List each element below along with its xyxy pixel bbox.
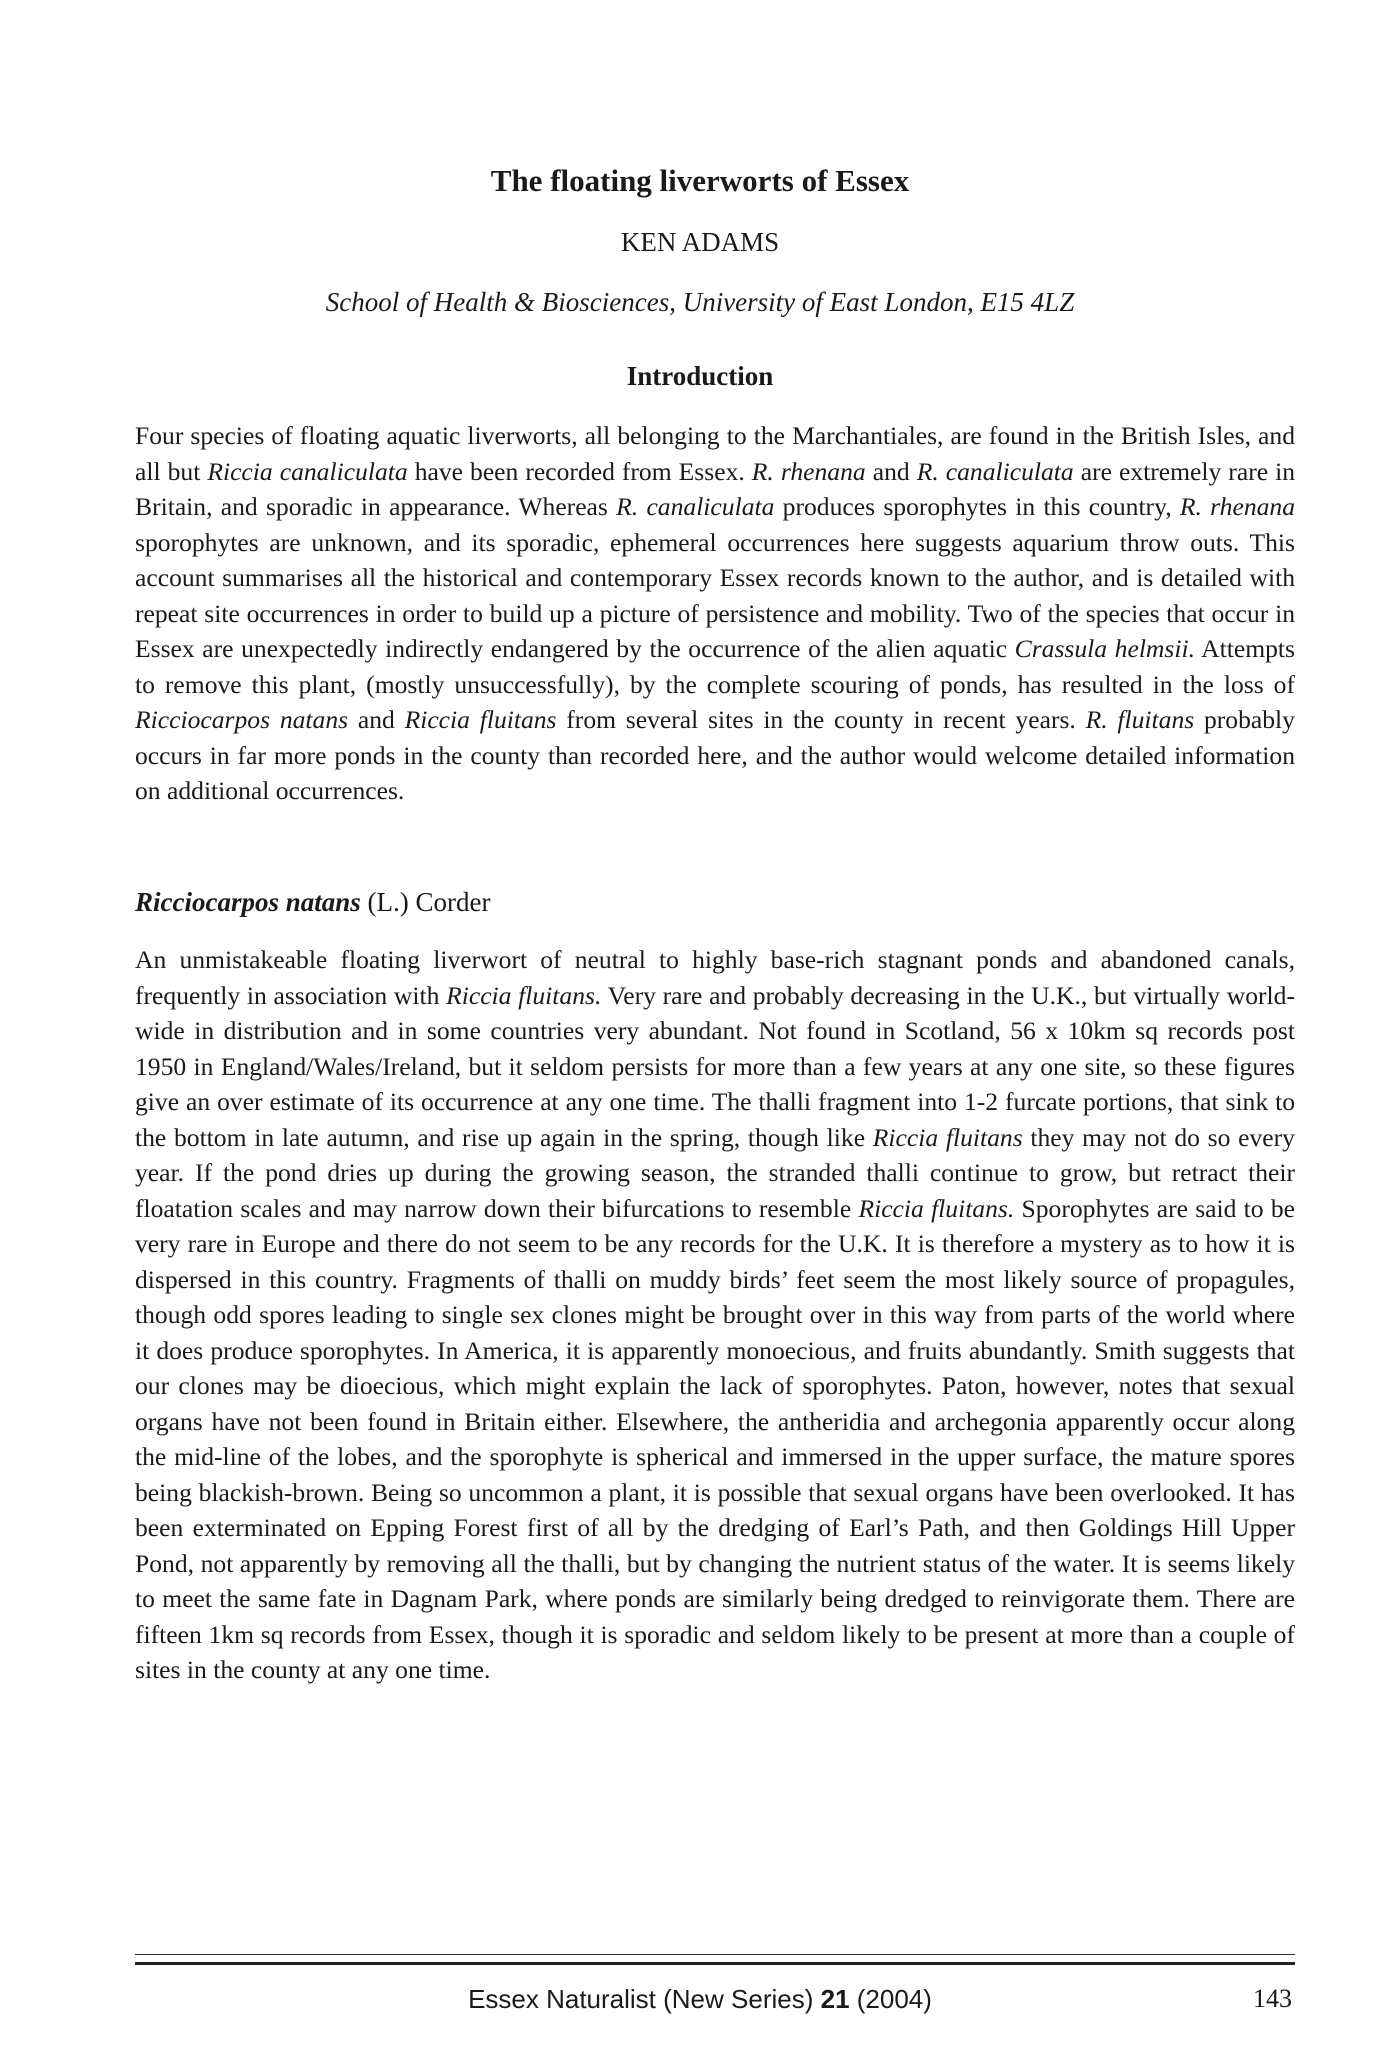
journal-year: (2004) [849,1984,932,2014]
text-run: they may not do so every year. If the pond dries up during the growing season, the stranded thalli continue to grow, but retract their floatation scales and may narrow down their bifurcations to resemble [135,1122,1295,1223]
species-name-italic: R. canaliculata [916,456,1074,486]
footer-rule-thin [135,1954,1295,1955]
text-run: sporophytes are unknown, and its sporadic, ephemeral occurrences here suggests aquarium throw outs. This account summarises all the historical and contemporary Essex records known to the author, and is detailed with repeat site occurrences in order to build up a picture of persistence and mobility. Two of the species that occur in Essex are unexpectedly indirectly endangered by the occurrence of the alien aquatic [135,527,1295,663]
species-name-italic: Ricciocarpos natans [135,705,349,734]
text-run: and [865,456,917,486]
text-run: probably occurs in far more ponds in the county than recorded here, and the author would welcome detailed information on additional occurrences. [135,705,1295,805]
journal-citation [0,1984,1400,2015]
species-paragraph [135,942,1295,1688]
species-name-italic: R. canaliculata [616,492,775,521]
section-heading-introduction: Introduction [626,361,774,391]
text-run: have been recorded from Essex. [407,456,752,486]
species-name-italic: Riccia canaliculata [207,456,408,486]
author-name: KEN ADAMS [620,227,780,257]
text-run: are extremely rare in Britain, and sporadic in appearance. Whereas [135,456,1295,521]
species-name-italic: Crassula helmsii. [1014,634,1195,663]
species-name-italic: Riccia fluitans. [858,1193,1015,1223]
text-run: Attempts to remove this plant, (mostly unsuccessfully), by the complete scouring of ponds, has resulted in the loss of [135,634,1296,699]
species-name-italic: R. fluitans [1085,705,1195,734]
species-name-italic: Riccia fluitans [404,705,557,734]
text-run: Very rare and probably decreasing in the U.K., but virtually world-wide in distribution and in some countries very abundant. Not found in Scotland, 56 x 10km sq records post 1950 in England/Wales/Ireland, but it seldom persists for more than a few years at any one site, so these figures give an over estimate of its occurrence at any one time. The thalli fragment into 1-2 furcate portions, that sink to the bottom in late autumn, and rise up again in the spring, though like [135,980,1295,1152]
text-run: Four species of floating aquatic liverworts, all belonging to the Marchantiales, are found in the British Isles, and all but [135,421,1295,486]
author-affiliation: School of Health & Biosciences, University of East London, E15 4LZ [325,287,1075,317]
species-name-italic: R. rhenana [751,456,866,486]
introduction-paragraph [135,418,1295,809]
footer-rule-thick [135,1962,1295,1965]
journal-volume: 21 [820,1984,850,2014]
species-heading-authority: (L.) Corder [360,887,491,917]
text-run: and [348,705,405,734]
text-run: from several sites in the county in recent years. [556,705,1086,734]
journal-name: Essex Naturalist (New Series) [468,1984,821,2014]
species-heading-name: Ricciocarpos natans [135,887,361,917]
text-run: produces sporophytes in this country, [774,492,1180,521]
article-title: The floating liverworts of Essex [490,163,910,198]
species-heading [135,887,490,918]
text-run: Sporophytes are said to be very rare in Europe and there do not seem to be any records for the U.K. It is therefore a mystery as to how it is dispersed in this country. Fragments of thalli on muddy birds’ feet seem the most likely source of propagules, though odd spores leading to single sex clones might be brought over in this way from parts of the world where it does produce sporophytes. In America, it is apparently monoecious, and fruits abundantly. Smith suggests that our clones may be dioecious, which might explain the lack of sporophytes. Paton, however, notes that sexual organs have not been found in Britain either. Elsewhere, the antheridia and archegonia apparently occur along the mid-line of the lobes, and the sporophyte is spherical and immersed in the upper surface, the mature spores being blackish-brown. Being so uncommon a plant, it is possible that sexual organs have been overlooked. It has been exterminated on Epping Forest first of all by the dredging of Earl’s Path, and then Goldings Hill Upper Pond, not apparently by removing all the thalli, but by changing the nutrient status of the water. It is seems likely to meet the same fate in Dagnam Park, where ponds are similarly being dredged to reinvigorate them. There are fifteen 1km sq records from Essex, though it is sporadic and seldom likely to be present at more than a couple of sites in the county at any one time. [135,1193,1295,1684]
text-run: An unmistakeable floating liverwort of neutral to highly base-rich stagnant ponds and abandoned canals, frequently in association with [135,945,1295,1010]
page-number: 143 [1253,1984,1292,2013]
species-name-italic: Riccia fluitans [872,1122,1023,1152]
species-name-italic: R. rhenana [1179,492,1296,521]
species-name-italic: Riccia fluitans. [446,980,602,1010]
